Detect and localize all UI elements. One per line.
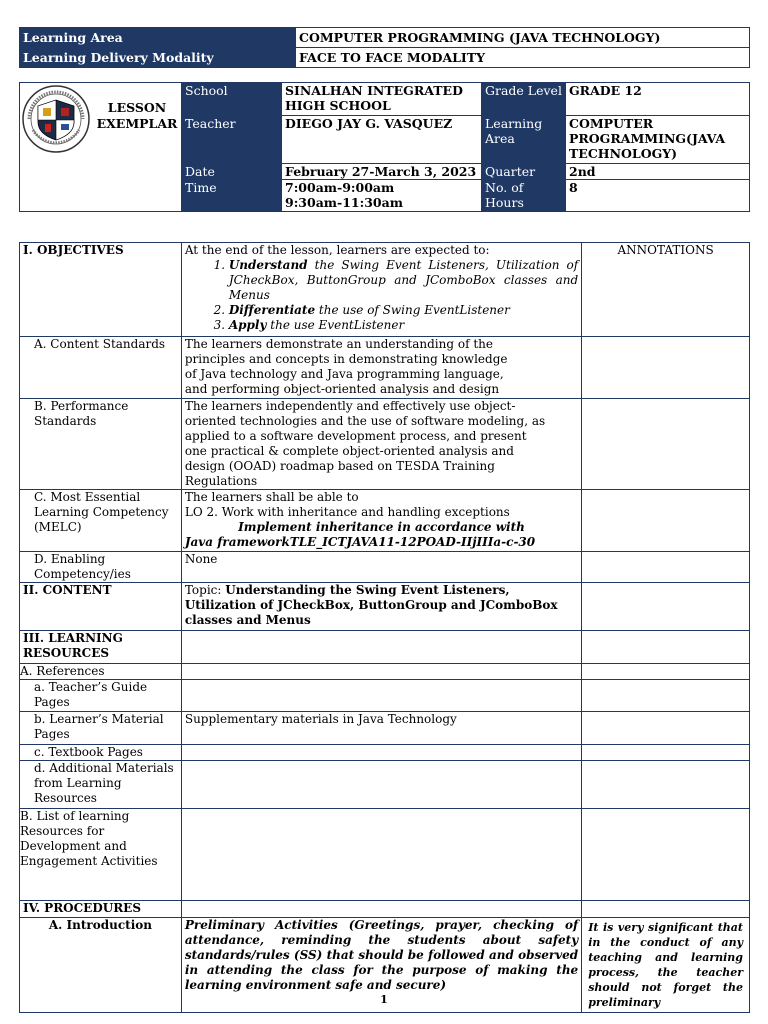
grade-value: GRADE 12	[566, 83, 750, 116]
date-value: February 27-March 3, 2023	[282, 164, 482, 180]
objective-item: 1. Understand the Swing Event Listeners, Utilization of JCheckBox, ButtonGroup and JComboBox classes and Menus	[229, 258, 578, 303]
enabling-text: None	[181, 552, 581, 583]
annotation-cell	[582, 583, 750, 631]
textbook-label: c. Textbook Pages	[20, 745, 182, 761]
time-value	[282, 180, 482, 212]
school-seal-logo	[21, 84, 91, 154]
learners-material-value: Supplementary materials in Java Technology	[181, 712, 581, 745]
references-label: A. References	[20, 664, 182, 680]
objectives-list	[185, 258, 578, 333]
school-seal-icon	[21, 84, 91, 154]
learners-material-label: b. Learner’s Material Pages	[20, 712, 182, 745]
quarter-value: 2nd	[566, 164, 750, 180]
annotation-cell	[582, 337, 750, 399]
annotations-header: ANNOTATIONS	[582, 243, 750, 337]
enabling-label: D. Enabling Competency/ies	[20, 552, 182, 583]
modality-value: FACE TO FACE MODALITY	[296, 48, 750, 68]
objective-item: 2. Differentiate the use of Swing EventListener	[229, 303, 578, 318]
objectives-cell	[181, 243, 581, 337]
lesson-exemplar-title: LESSON EXEMPLAR	[96, 100, 178, 131]
annotation-cell	[582, 552, 750, 583]
grade-label: Grade Level	[482, 83, 566, 116]
area-label: Learning Area	[482, 116, 566, 164]
performance-standards-label: B. Performance Standards	[20, 399, 182, 490]
performance-standards-text: The learners independently and effectively use object-oriented technologies and the use of software modeling, as applied to a software development process, and present one practical & complete object-oriented analysis and design (OOAD) roadmap based on TESDA Training Regulations	[181, 399, 581, 490]
learning-area-label: Learning Area	[20, 28, 296, 48]
teachers-guide-label: a. Teacher’s Guide Pages	[20, 680, 182, 712]
content-cell: Topic: Understanding the Swing Event Listeners, Utilization of JCheckBox, ButtonGroup and JComboBox classes and Menus	[181, 583, 581, 631]
objectives-intro: At the end of the lesson, learners are expected to:	[184, 243, 490, 257]
date-label: Date	[182, 164, 282, 180]
learning-resources-label: III. LEARNING RESOURCES	[20, 631, 182, 664]
content-standards-label: A. Content Standards	[20, 337, 182, 399]
teacher-value: DIEGO JAY G. VASQUEZ	[282, 116, 482, 164]
content-label: II. CONTENT	[20, 583, 182, 631]
objectives-label: I. OBJECTIVES	[20, 243, 182, 337]
introduction-label: A. Introduction	[20, 918, 182, 1013]
time-value-2: 9:30am-11:30am	[285, 195, 403, 210]
learning-area-value: COMPUTER PROGRAMMING (JAVA TECHNOLOGY)	[296, 28, 750, 48]
list-resources-label: B. List of learning Resources for Development and Engagement Activities	[20, 809, 182, 901]
hours-value: 8	[566, 180, 750, 212]
annotation-cell	[582, 490, 750, 552]
procedures-label: IV. PROCEDURES	[20, 901, 182, 918]
melc-cell: The learners shall be able to LO 2. Work with inheritance and handling exceptions Implement inheritance in accordance with Java frameworkTLE_ICTJAVA11-12POAD-IIjIIIa-c-30	[181, 490, 581, 552]
quarter-label: Quarter	[482, 164, 566, 180]
school-label: School	[182, 83, 282, 116]
time-value-1: 7:00am-9:00am	[285, 180, 395, 195]
content-standards-text: The learners demonstrate an understanding of the principles and concepts in demonstrating knowledge of Java technology and Java programming language, and performing object-oriented analysis and design	[181, 337, 581, 399]
time-label: Time	[182, 180, 282, 212]
page-number: 1	[380, 993, 388, 1006]
teacher-label: Teacher	[182, 116, 282, 164]
school-value: SINALHAN INTEGRATED HIGH SCHOOL	[282, 83, 482, 116]
introduction-text: Preliminary Activities (Greetings, prayer, checking of attendance, reminding the students about safety standards/rules (SS) that should be followed and observed in attending the class for the purpose of making the learning environment safe and secure)	[181, 918, 581, 1013]
objective-item: 3. Apply the use EventListener	[229, 318, 578, 333]
top-info-table	[19, 27, 750, 68]
melc-label: C. Most Essential Learning Competency (MELC)	[20, 490, 182, 552]
lesson-plan-table	[19, 242, 750, 1013]
introduction-annotation: It is very significant that in the conduct of any teaching and learning process, the teacher should not forget the preliminary	[582, 918, 750, 1013]
modality-label: Learning Delivery Modality	[20, 48, 296, 68]
area-value: COMPUTER PROGRAMMING(JAVA TECHNOLOGY)	[566, 116, 750, 164]
additional-materials-label: d. Additional Materials from Learning Resources	[20, 761, 182, 809]
annotation-cell	[582, 399, 750, 490]
hours-label: No. of Hours	[482, 180, 566, 212]
